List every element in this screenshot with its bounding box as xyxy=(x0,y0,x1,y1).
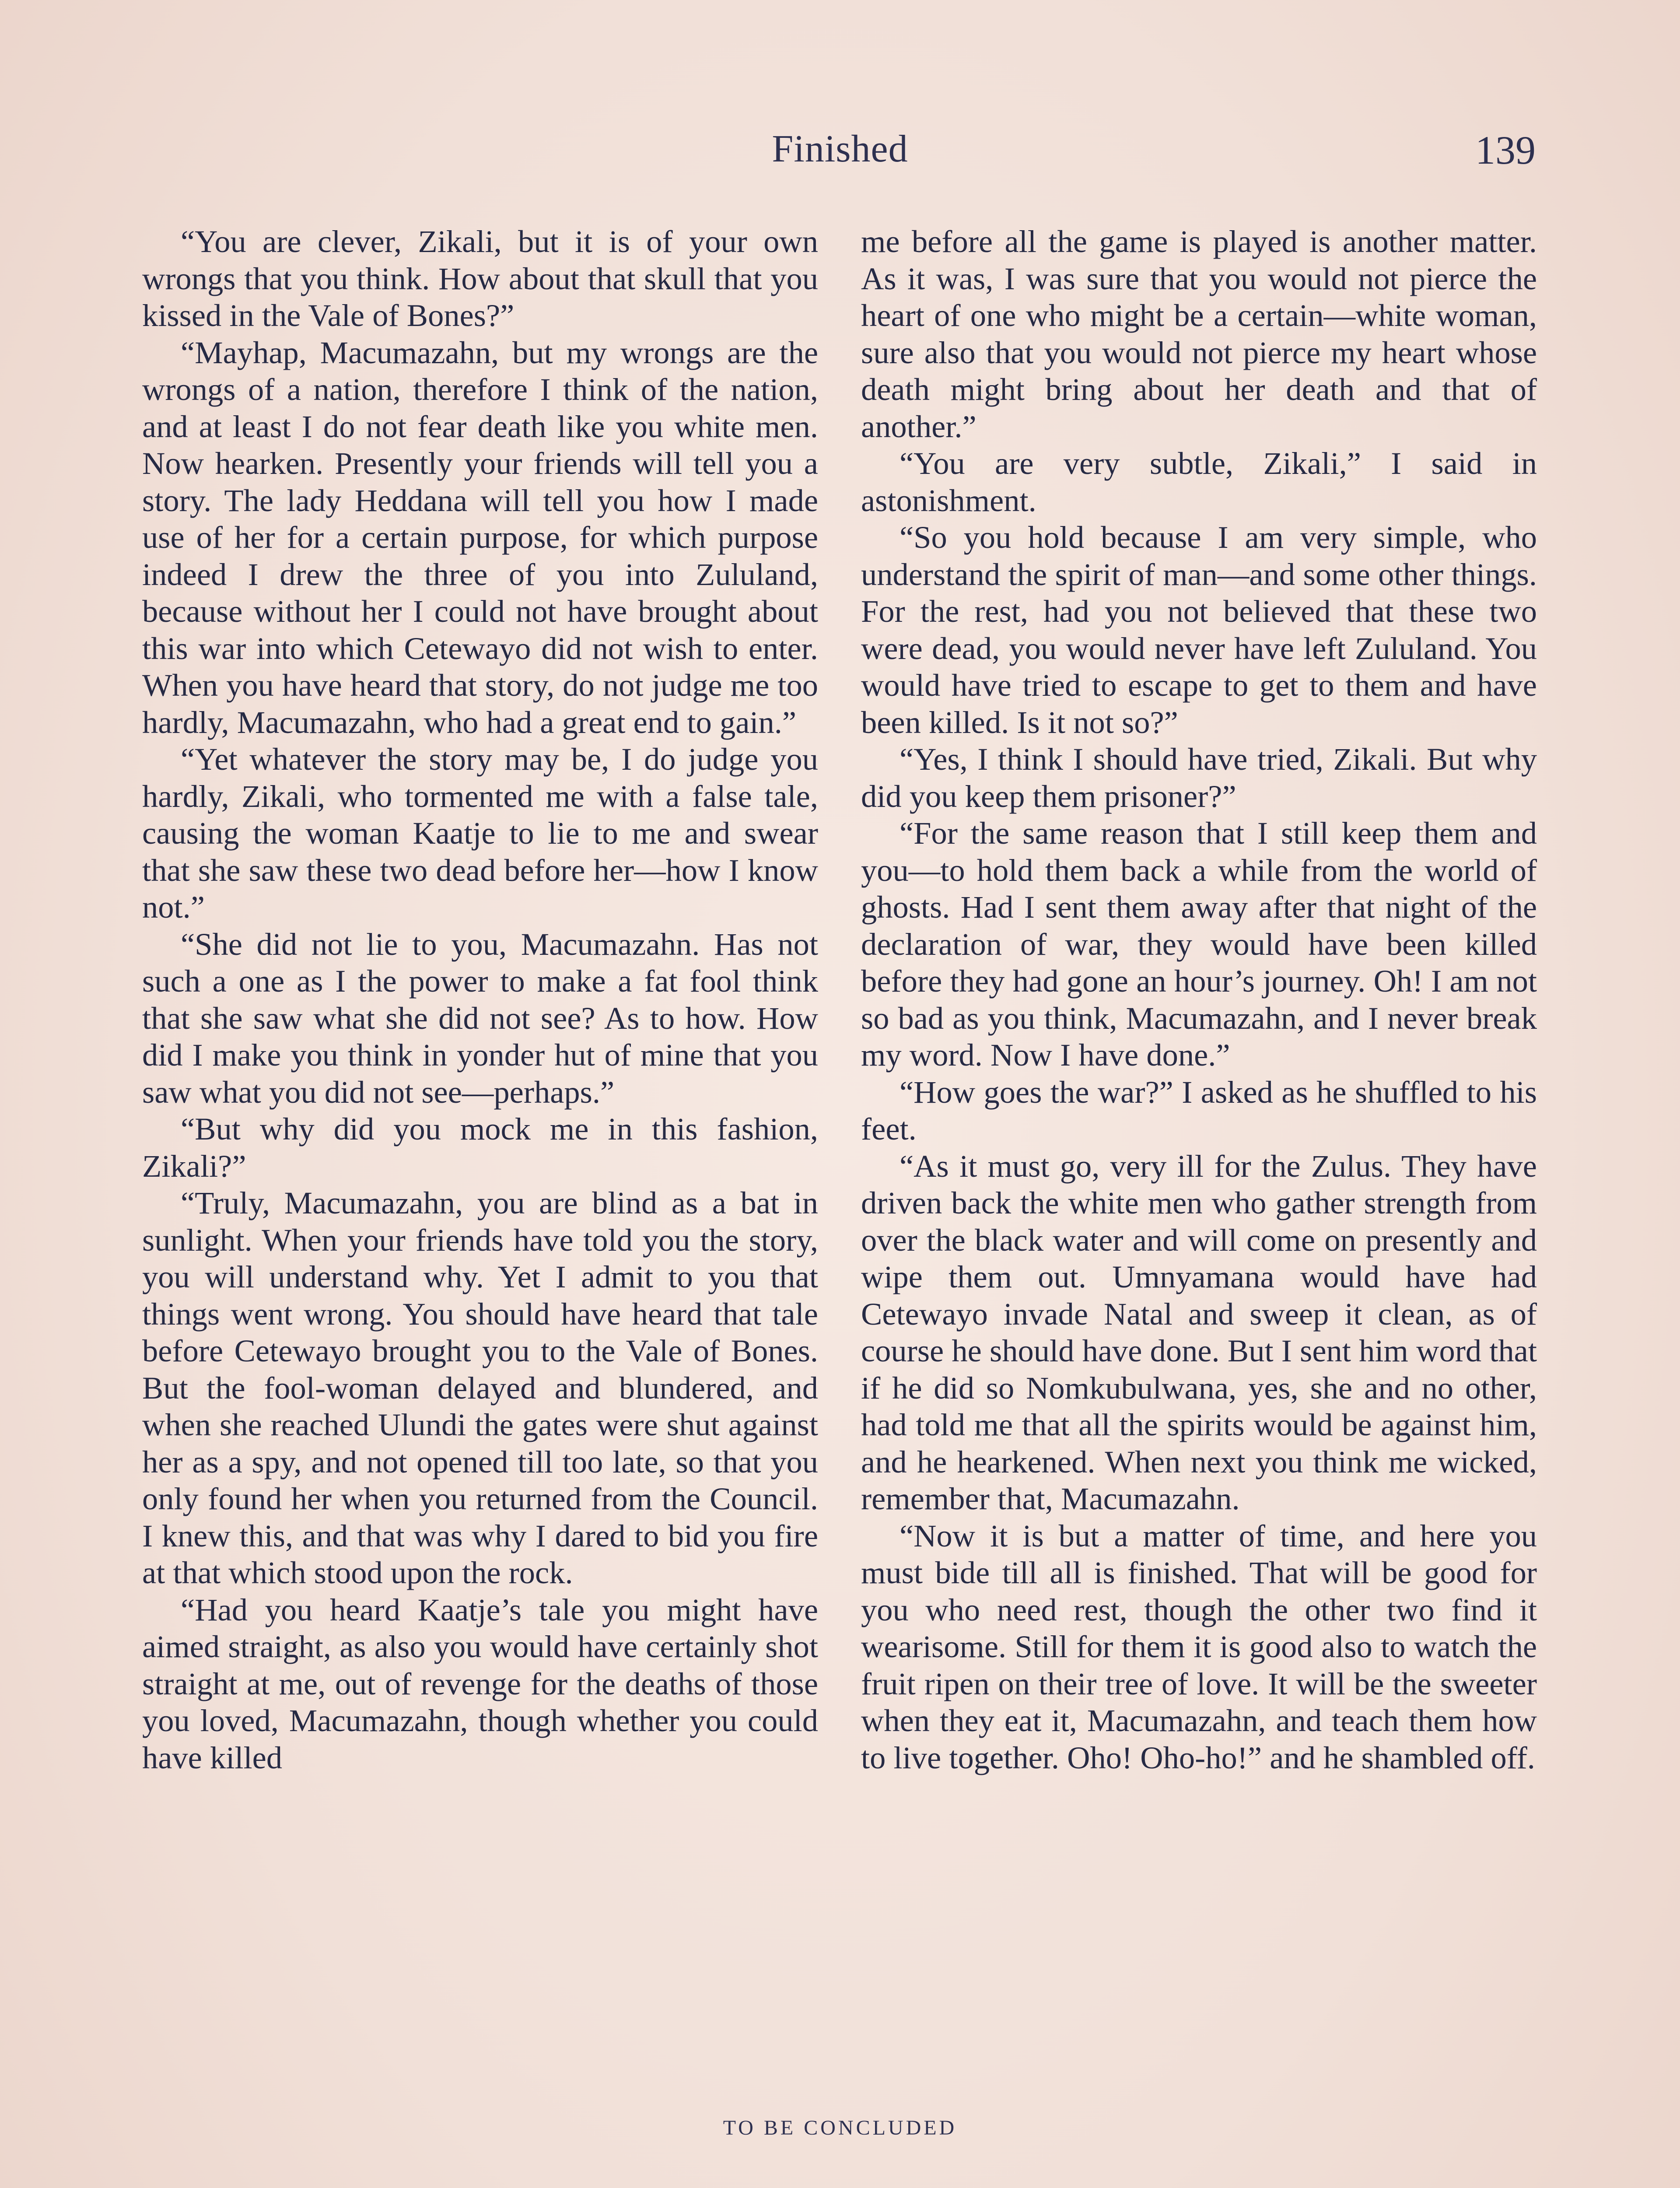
paragraph: “As it must go, very ill for the Zulus. They have driven back the white men who gather strength from over the black water and will come on presently and wipe them out. Umnyamana would have had Cetewayo invade Natal and sweep it clean, as of course he should have done. But I sent him word that if he did so Nomkubulwana, yes, she and no other, had told me that all the spirits would be against him, and he hearkened. When next you think me wicked, remember that, Macumazahn. xyxy=(861,1148,1537,1516)
paragraph: “Had you heard Kaatje’s tale you might have aimed straight, as also you would have certainly shot straight at me, out of revenge for the deaths of those you loved, Macumazahn, though whether you could have killed xyxy=(142,1592,818,1775)
paragraph: “But why did you mock me in this fashion, Zikali?” xyxy=(142,1111,818,1184)
page-number: 139 xyxy=(1475,128,1536,172)
to-be-concluded-note: TO BE CONCLUDED xyxy=(723,2116,957,2139)
left-text-column xyxy=(142,223,818,1776)
paragraph: “Yet whatever the story may be, I do judge you hardly, Zikali, who tormented me with a false tale, causing the woman Kaatje to lie to me and swear that she saw these two dead before her—how I know not.” xyxy=(142,741,818,925)
paragraph: “So you hold because I am very simple, who understand the spirit of man—and some other things. For the rest, had you not believed that these two were dead, you would never have left Zululand. You would have tried to escape to get to them and have been killed. Is it not so?” xyxy=(861,519,1537,740)
paragraph: “You are very subtle, Zikali,” I said in astonishment. xyxy=(861,445,1537,518)
paragraph: “She did not lie to you, Macumazahn. Has not such a one as I the power to make a fat fool think that she saw what she did not see? As to how. How did I make you think in yonder hut of mine that you saw what you did not see—perhaps.” xyxy=(142,926,818,1110)
paragraph: “For the same reason that I still keep them and you—to hold them back a while from the world of ghosts. Had I sent them away after that night of the declaration of war, they would have been killed before they had gone an hour’s journey. Oh! I am not so bad as you think, Macumazahn, and I never break my word. Now I have done.” xyxy=(861,815,1537,1073)
paragraph: “Mayhap, Macumazahn, but my wrongs are the wrongs of a nation, therefore I think of the nation, and at least I do not fear death like you white men. Now hearken. Presently your friends will tell you a story. The lady Heddana will tell you how I made use of her for a certain purpose, for which purpose indeed I drew the three of you into Zululand, because without her I could not have brought about this war into which Cetewayo did not wish to enter. When you have heard that story, do not judge me too hardly, Macumazahn, who had a great end to gain.” xyxy=(142,334,818,740)
paragraph: “You are clever, Zikali, but it is of your own wrongs that you think. How about that skull that you kissed in the Vale of Bones?” xyxy=(142,224,818,333)
paragraph: “Now it is but a matter of time, and here you must bide till all is finished. That will be good for you who need rest, though the other two find it wearisome. Still for them it is good also to watch the fruit ripen on their tree of love. It will be the sweeter when they eat it, Macumazahn, and teach them how to live together. Oho! Oho-ho!” and he shambled off. xyxy=(861,1518,1537,1775)
paragraph: “Truly, Macumazahn, you are blind as a bat in sunlight. When your friends have told you the story, you will understand why. Yet I admit to you that things went wrong. You should have heard that tale before Cetewayo brought you to the Vale of Bones. But the fool-woman delayed and blundered, and when she reached Ulundi the gates were shut against her as a spy, and not opened till too late, so that you only found her when you returned from the Council. I knew this, and that was why I dared to bid you fire at that which stood upon the rock. xyxy=(142,1185,818,1590)
page-header xyxy=(144,127,1536,179)
running-title: Finished xyxy=(772,128,908,170)
paragraph: “Yes, I think I should have tried, Zikali. But why did you keep them prisoner?” xyxy=(861,741,1537,814)
right-text-column xyxy=(861,223,1537,1776)
paragraph: “How goes the war?” I asked as he shuffled to his feet. xyxy=(861,1074,1537,1147)
paragraph: me before all the game is played is another matter. As it was, I was sure that you would not pierce the heart of one who might be a certain—white woman, sure also that you would not pierce my heart whose death might bring about her death and that of another.” xyxy=(861,224,1537,444)
